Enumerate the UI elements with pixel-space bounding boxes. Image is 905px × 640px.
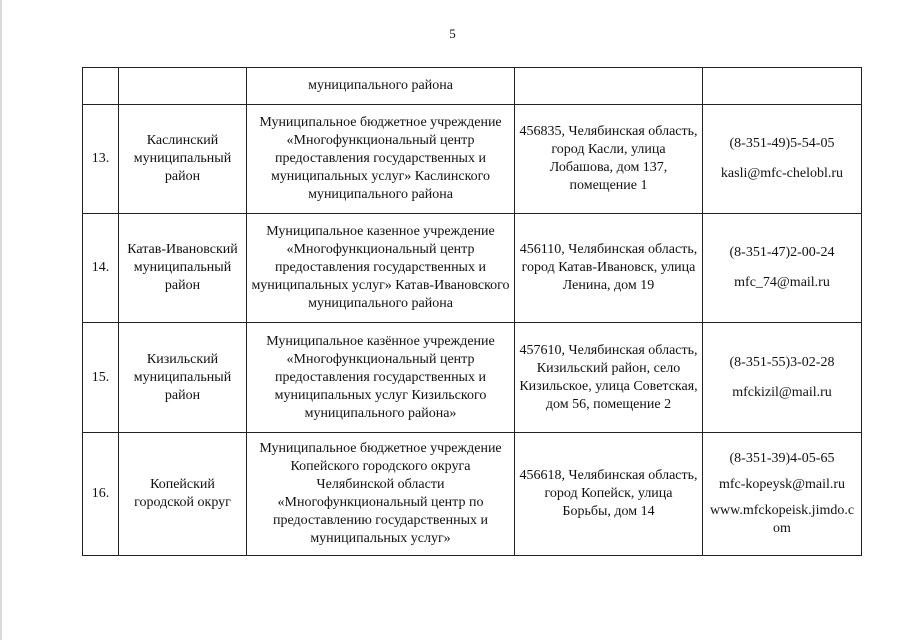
district-cell [119, 68, 247, 105]
row-number: 13. [83, 105, 119, 214]
contacts-cell [703, 323, 862, 433]
district-cell: Кизильский муниципальный район [119, 323, 247, 433]
district-cell: Каслинский муниципальный район [119, 105, 247, 214]
phone-number: (8-351-55)3-02-28 [729, 354, 835, 370]
scan-left-edge [0, 0, 2, 640]
contacts-cell [703, 105, 862, 214]
organization-cell: Муниципальное бюджетное учреждение Копейского городского округа Челябинской области «Многофункциональный центр по предоставлению государственных и муниципальных услуг» [247, 433, 515, 556]
address-cell [515, 68, 703, 105]
row-number: 15. [83, 323, 119, 433]
district-cell: Копейский городской округ [119, 433, 247, 556]
email-address: mfc_74@mail.ru [734, 275, 830, 290]
table-row [83, 323, 862, 433]
mfc-table [82, 67, 862, 556]
email-address: mfc-kopeysk@mail.ru [718, 477, 846, 492]
email-address: mfckizil@mail.ru [732, 384, 832, 400]
contacts-cell [703, 433, 862, 556]
address-cell: 456835, Челябинская область, город Касли, улица Лобашова, дом 137, помещение 1 [515, 105, 703, 214]
table-row-continuation [83, 68, 862, 105]
table-row [83, 433, 862, 556]
row-number [83, 68, 119, 105]
row-number: 14. [83, 214, 119, 323]
phone-number: (8-351-49)5-54-05 [729, 136, 835, 151]
organization-cell: муниципального района [247, 68, 515, 105]
address-cell: 456110, Челябинская область, город Катав-Ивановск, улица Ленина, дом 19 [515, 214, 703, 323]
address-cell: 457610, Челябинская область, Кизильский район, село Кизильское, улица Советская, дом 56, помещение 2 [515, 323, 703, 433]
phone-number: (8-351-47)2-00-24 [729, 245, 835, 260]
organization-cell: Муниципальное бюджетное учреждение «Многофункциональный центр предоставления государственных и муниципальных услуг» Каслинского муниципального района [247, 105, 515, 214]
contacts-cell [703, 68, 862, 105]
organization-cell: Муниципальное казенное учреждение «Многофункциональный центр предоставления государственных и муниципальных услуг» Катав-Ивановского муниципального района [247, 214, 515, 323]
table-row [83, 105, 862, 214]
row-number: 16. [83, 433, 119, 556]
district-cell: Катав-Ивановский муниципальный район [119, 214, 247, 323]
contacts-cell [703, 214, 862, 323]
website-link[interactable]: www.mfckopeisk.jimdo.com [709, 503, 855, 536]
table-row [83, 214, 862, 323]
address-cell: 456618, Челябинская область, город Копейск, улица Борьбы, дом 14 [515, 433, 703, 556]
organization-cell: Муниципальное казённое учреждение «Многофункциональный центр предоставления государственных и муниципальных услуг Кизильского муниципального района» [247, 323, 515, 433]
page-number: 5 [449, 26, 456, 41]
phone-number: (8-351-39)4-05-65 [729, 451, 835, 466]
email-address: kasli@mfc-chelobl.ru [720, 166, 844, 181]
